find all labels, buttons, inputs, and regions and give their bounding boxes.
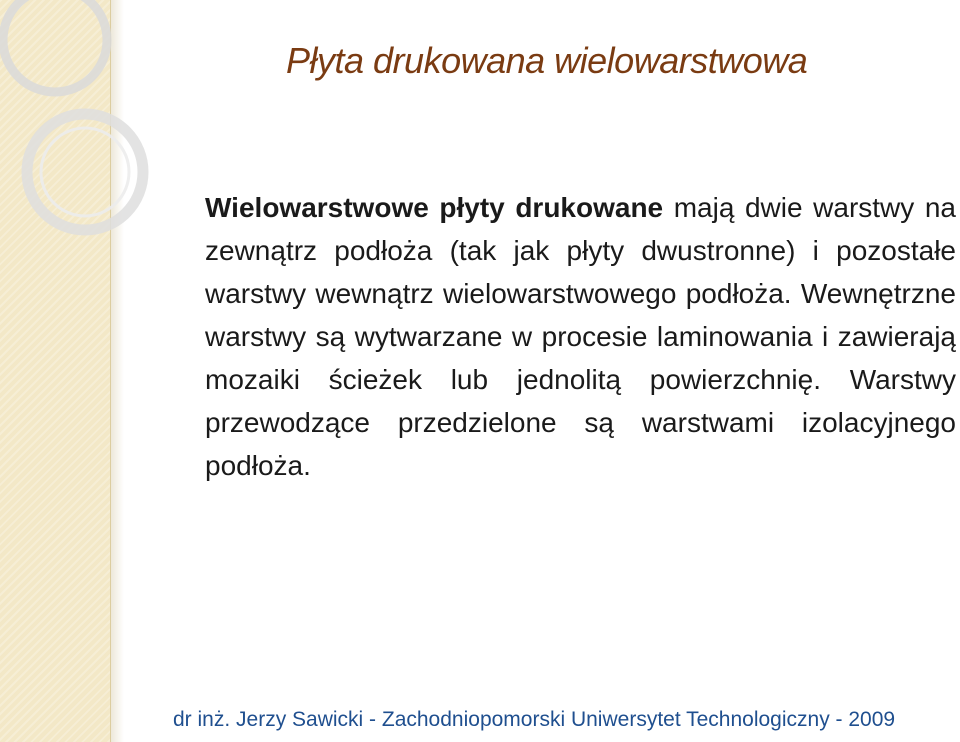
decorative-ring-inner: [41, 128, 129, 216]
slide-body: [205, 186, 956, 487]
decorative-ring-top: [3, 0, 107, 92]
decorative-rings: [0, 0, 200, 300]
body-bold-lead: Wielowarstwowe płyty drukowane: [205, 192, 664, 223]
body-text: mają dwie warstwy na zewnątrz podłoża (tak jak płyty dwustronne) i pozostałe warstwy wewnątrz wielowarstwowego podłoża. Wewnętrzne warstwy są wytwarzane w procesie laminowania i zawierają mozaiki ścieżek lub jednolitą powierzchnię. Warstwy przewodzące przedzielone są warstwami izolacyjnego podłoża.: [205, 192, 956, 481]
slide-footer: dr inż. Jerzy Sawicki - Zachodniopomorski Uniwersytet Technologiczny - 2009: [173, 708, 896, 731]
decorative-ring-bottom: [27, 114, 143, 230]
slide-title: Płyta drukowana wielowarstwowa: [286, 40, 808, 81]
